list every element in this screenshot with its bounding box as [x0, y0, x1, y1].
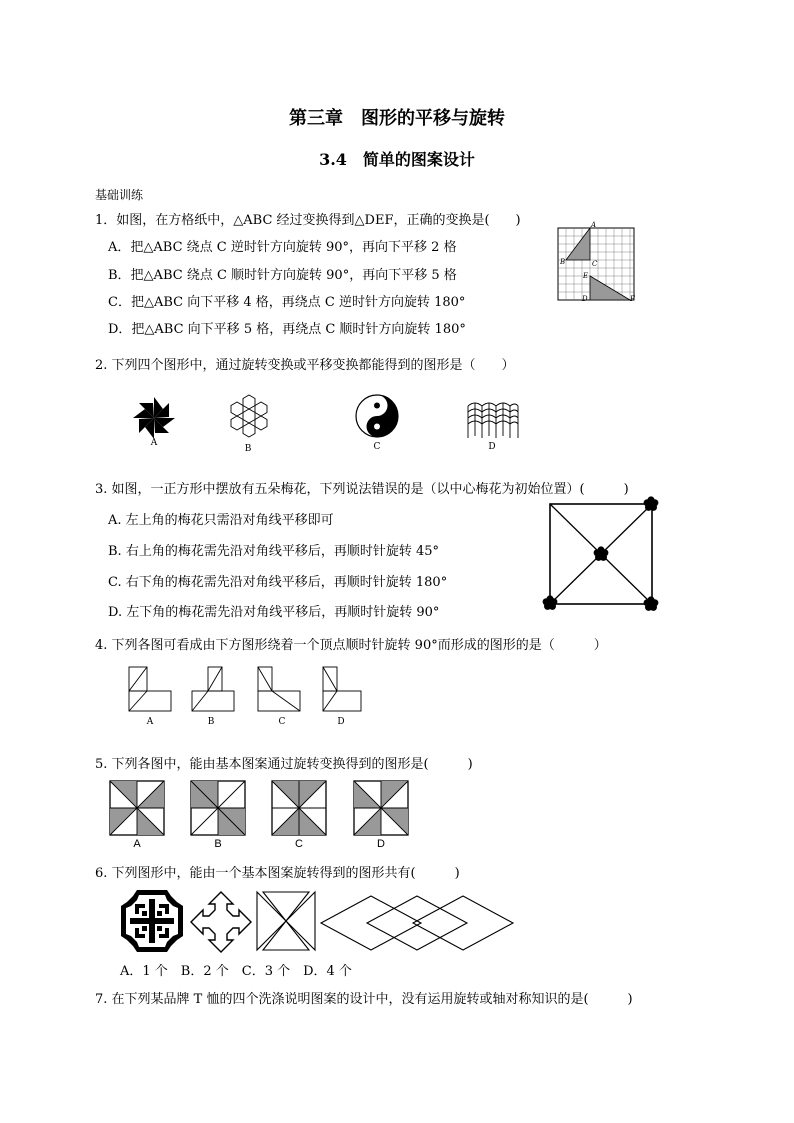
- q2-label-b: B: [244, 444, 252, 454]
- q1-option-b: B．把△ABC 绕点 C 顺时针方向旋转 90°，再向下平移 5 格: [108, 268, 457, 283]
- q5-label-b: B: [214, 838, 222, 850]
- q5-figure-c: [271, 780, 327, 836]
- q1-label-f: F: [630, 295, 635, 303]
- q1-label-d: D: [582, 295, 588, 303]
- q5-label-c: C: [295, 838, 303, 850]
- q2-hexagon-figure: [225, 394, 273, 440]
- q5-figure-a: [109, 780, 165, 836]
- q3-square-figure: [540, 494, 664, 616]
- section-label: 基础训练: [95, 188, 144, 202]
- q5-label-a: A: [133, 838, 141, 850]
- page-title: 第三章 图形的平移与旋转: [289, 108, 505, 129]
- q6-stem: 6. 下列图形中，能由一个基本图案旋转得到的图形共有( ): [95, 866, 460, 881]
- q4-figure-d: [321, 663, 367, 715]
- q1-stem: 1．如图，在方格纸中，△ABC 经过变换得到△DEF，正确的变换是( ): [95, 213, 521, 228]
- q2-stem: 2. 下列四个图形中，通过旋转变换或平移变换都能得到的图形是（ ）: [95, 358, 515, 373]
- q2-pinwheel-figure: [131, 395, 177, 441]
- q5-label-d: D: [377, 838, 385, 850]
- q1-option-d: D．把△ABC 向下平移 5 格，再绕点 C 顺时针方向旋转 180°: [108, 322, 466, 337]
- q4-figure-c: [256, 663, 302, 715]
- triangle-def: [590, 276, 630, 300]
- q4-label-c: C: [278, 717, 286, 727]
- q4-label-b: B: [207, 717, 215, 727]
- q1-grid-figure: [556, 218, 636, 302]
- q6-options: A．1 个 B．2 个 C．3 个 D．4 个: [120, 964, 352, 979]
- q1-label-e: E: [583, 272, 589, 280]
- q2-label-a: A: [150, 438, 158, 448]
- q1-label-a: A: [591, 221, 597, 229]
- q6-rhombi-figure: [319, 894, 515, 952]
- q3-option-b: B. 右上角的梅花需先沿对角线平移后，再顺时针旋转 45°: [108, 544, 439, 559]
- q2-label-d: D: [488, 442, 496, 452]
- q4-stem: 4. 下列各图可看成由下方图形绕着一个顶点顺时针旋转 90°而形成的图形的是（ ）: [95, 638, 607, 653]
- q3-option-c: C. 右下角的梅花需先沿对角线平移后，再顺时针旋转 180°: [108, 575, 448, 590]
- q4-figure-b: [190, 663, 236, 715]
- q4-label-d: D: [337, 717, 345, 727]
- q3-option-d: D. 左下角的梅花需先沿对角线平移后，再顺时针旋转 90°: [108, 605, 440, 620]
- page-subtitle: 3.4 简单的图案设计: [319, 150, 475, 169]
- q1-label-b: B: [560, 258, 566, 266]
- q1-label-c: C: [592, 260, 598, 268]
- q2-arcs-figure: [466, 398, 520, 440]
- q2-yinyang-figure: [354, 393, 400, 439]
- q5-figure-b: [190, 780, 246, 836]
- q6-ornament-figure: [119, 888, 185, 954]
- q4-label-a: A: [146, 717, 154, 727]
- q1-option-a: A．把△ABC 绕点 C 逆时针方向旋转 90°，再向下平移 2 格: [108, 240, 457, 255]
- q1-option-c: C．把△ABC 向下平移 4 格，再绕点 C 逆时针方向旋转 180°: [108, 295, 466, 310]
- q3-stem: 3. 如图，一正方形中摆放有五朵梅花，下列说法错误的是（以中心梅花为初始位置）( ): [95, 482, 629, 497]
- q5-figure-d: [353, 780, 409, 836]
- q4-figure-a: [127, 663, 173, 715]
- q2-label-c: C: [373, 442, 381, 452]
- q6-bowtie-figure: [255, 890, 317, 952]
- q5-stem: 5. 下列各图中，能由基本图案通过旋转变换得到的图形是( ): [95, 757, 473, 772]
- q3-option-a: A. 左上角的梅花只需沿对角线平移即可: [108, 513, 334, 528]
- q7-stem: 7. 在下列某品牌 T 恤的四个洗涤说明图案的设计中，没有运用旋转或轴对称知识的是( ): [95, 992, 633, 1007]
- q6-arrows-figure: [189, 890, 253, 954]
